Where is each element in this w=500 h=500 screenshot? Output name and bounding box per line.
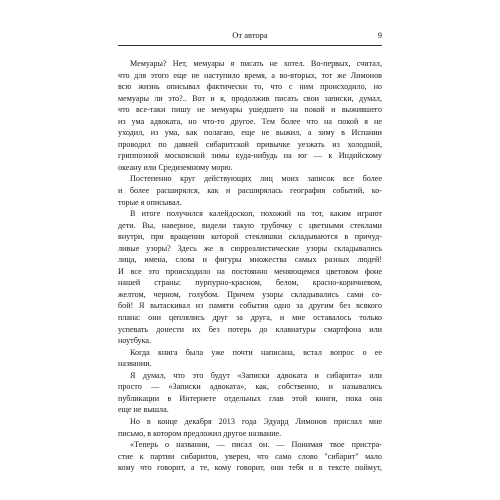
text-line: плана: они цеплялись друг за друга, и мне оставалось только [118, 313, 382, 323]
text-line: ливые узоры? Здесь же в сюрреалистические узоры складывались [118, 243, 382, 253]
text-line: что все-таки пишу не мемуары ушедшего на покой и выжившего [118, 105, 382, 115]
text-line: письмо, в котором предложил другое название. [118, 428, 282, 438]
page-body-text [118, 58, 382, 474]
text-line: кому что говорит, а те, кому говорит, они тебя и в тексте поймут, [118, 463, 382, 473]
text-line: еще не вышла. [118, 405, 169, 415]
text-line: лица, имена, слова и фигуры множества самых разных людей! [118, 255, 382, 265]
text-line: названии. [118, 359, 152, 369]
text-line: стие к партии сибаритов, уверен, что само слово "сибарит" мало [118, 451, 382, 461]
text-line: проводил по давней сибаритской привычке уезжать из холодной, [118, 139, 382, 149]
text-line: просто — «Записки адвоката», как, собственно, и назывались [118, 382, 382, 392]
paragraph [118, 416, 382, 439]
text-line: Мемуары? Нет, мемуары я писать не хотел. Во-первых, считал, [130, 59, 382, 68]
paragraph [118, 439, 382, 474]
text-line: гриппозной московской зимы куда-нибудь на юг — к Индийскому [118, 151, 382, 161]
text-line: океану или Средиземному морю. [118, 162, 233, 172]
text-line: бой! Я вытаскивал из памяти события одно за другим без всякого [118, 301, 382, 311]
page-header [118, 30, 382, 46]
text-line: из ума адвоката, но что-то другое. Тем более что на покой я не [118, 116, 382, 126]
text-line: уходил, из ума, как полагаю, еще не выжил, а зиму в Испании [118, 128, 382, 138]
text-line: всю жизнь описывал фактически то, что с ним происходило, но [118, 82, 382, 92]
text-line: мемуары ли это?.. Вот и я, продолжив писать свои записки, думал, [118, 93, 382, 103]
text-line: Я думал, что это будут «Записки адвоката и сибарита» или [130, 370, 382, 380]
paragraph [118, 58, 382, 173]
page-number: 9 [377, 30, 382, 40]
paragraph [118, 208, 382, 347]
text-line: Постепенно круг действующих лиц моих записок все более [130, 174, 382, 184]
text-line: что для этого еще не наступило время, а во-вторых, тот же Лимонов [118, 70, 382, 80]
text-line: ноутбука. [118, 336, 152, 346]
text-line: Когда книга была уже почти написана, встал вопрос о ее [130, 347, 382, 357]
text-line: и более расширялся, как и расширялась география событий, ко- [118, 186, 382, 196]
paragraph [118, 370, 382, 416]
text-line: дети. Вы, наверное, видели такую трубочку с цветными стеклами [118, 220, 382, 230]
text-line: нашей страны: пурпурно-красном, белом, красно-коричневом, [118, 278, 382, 288]
text-line: желтом, черном, голубом. Причем узоры складывались сами со- [118, 289, 382, 299]
text-line: успевать донести их без потерь до клавиатуры смартфона или [118, 324, 382, 334]
paragraph [118, 173, 382, 208]
text-line: внутри, при вращении которой стекляшки складываются в причуд- [118, 232, 382, 242]
text-line: торые я описывал. [118, 197, 182, 207]
text-line: В итоге получился калейдоскоп, похожий на тот, каким играют [130, 209, 382, 219]
text-line: И все это происходило на постоянно меняющемся цветовом фоне [118, 266, 382, 276]
paragraph [118, 347, 382, 370]
text-line: Но в конце декабря 2013 года Эдуард Лимонов прислал мне [130, 416, 382, 426]
text-line: публикации в Интернете отдельных глав этой книги, пока она [118, 393, 382, 403]
running-head: От автора [232, 30, 268, 40]
text-line: «Теперь о названии, — писал он. — Понимая твое пристра- [130, 440, 382, 450]
